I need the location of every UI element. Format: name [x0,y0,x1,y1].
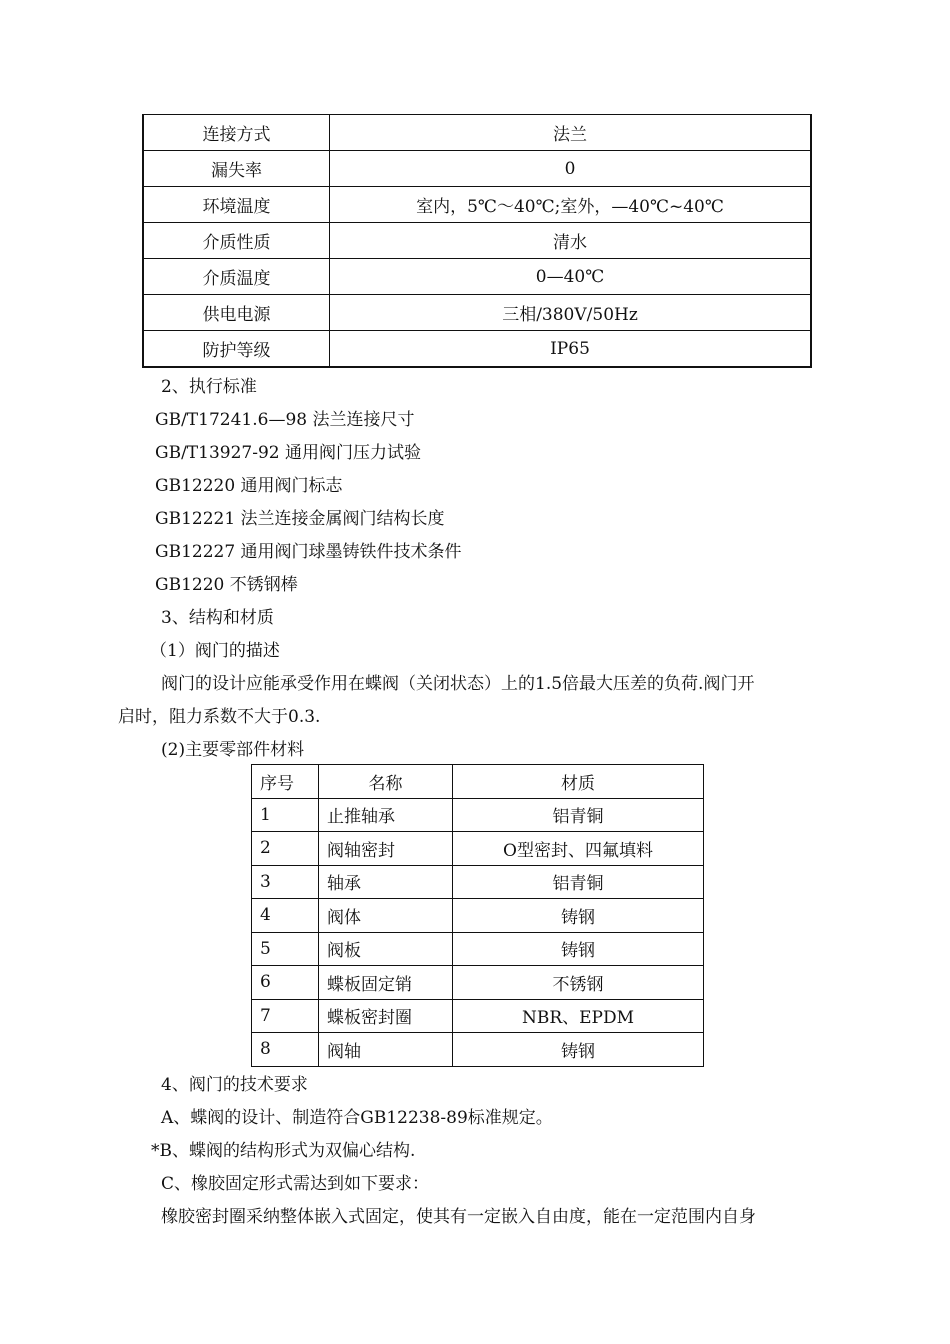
column-header: 名称 [319,765,453,799]
spec-value: IP65 [330,331,812,368]
row-number: 1 [252,798,319,832]
requirement-b: *B、蝶阀的结构形式为双偏心结构. [151,1141,416,1161]
part-name: 阀体 [319,899,453,933]
paragraph-line: 阀门的设计应能承受作用在蝶阀（关闭状态）上的1.5倍最大压差的负荷.阀门开 [161,674,755,694]
table-row [252,1033,704,1067]
part-material: NBR、EPDM [453,999,704,1033]
table-row [143,295,811,331]
spec-table [142,114,812,368]
spec-value: 0—40℃ [330,259,812,295]
spec-key: 连接方式 [143,115,330,151]
spec-value: 清水 [330,223,812,259]
table-row [252,966,704,1000]
table-header-row [252,765,704,799]
table-row [252,832,704,866]
table-row [252,865,704,899]
part-material: 不锈钢 [453,966,704,1000]
spec-key: 供电电源 [143,295,330,331]
table-row [252,999,704,1033]
spec-value: 三相/380V/50Hz [330,295,812,331]
part-material: 铝青铜 [453,865,704,899]
part-material: 铸钢 [453,899,704,933]
part-material: 铝青铜 [453,798,704,832]
section-3-heading: 3、结构和材质 [161,608,274,628]
part-name: 阀轴密封 [319,832,453,866]
spec-value: 0 [330,151,812,187]
spec-value: 室内，5℃～40℃;室外，—40℃~40℃ [330,187,812,223]
section-4-heading: 4、阀门的技术要求 [161,1075,308,1095]
row-number: 3 [252,865,319,899]
part-material: O型密封、四氟填料 [453,832,704,866]
table-row [252,932,704,966]
part-material: 铸钢 [453,932,704,966]
table-row [252,899,704,933]
row-number: 8 [252,1033,319,1067]
requirement-a: A、蝶阀的设计、制造符合GB12238-89标准规定。 [161,1108,553,1128]
subsection-heading: （1）阀门的描述 [150,641,280,661]
materials-table [251,764,704,1067]
standard-item: GB/T13927-92 通用阀门压力试验 [155,443,421,463]
paragraph-line: 启时，阻力系数不大于0.3. [118,707,321,727]
part-material: 铸钢 [453,1033,704,1067]
table-row [143,259,811,295]
row-number: 2 [252,832,319,866]
part-name: 蝶板固定销 [319,966,453,1000]
table-row [252,798,704,832]
part-name: 蝶板密封圈 [319,999,453,1033]
standard-item: GB1220 不锈钢棒 [155,575,298,595]
section-2-heading: 2、执行标准 [161,377,257,397]
standard-item: GB12221 法兰连接金属阀门结构长度 [155,509,445,529]
spec-key: 环境温度 [143,187,330,223]
table-row [143,187,811,223]
table-row [143,115,811,151]
part-name: 轴承 [319,865,453,899]
standard-item: GB12227 通用阀门球墨铸铁件技术条件 [155,542,462,562]
table-row [143,331,811,368]
spec-key: 漏失率 [143,151,330,187]
subsection-heading: (2)主要零部件材料 [161,740,305,760]
spec-key: 介质性质 [143,223,330,259]
part-name: 止推轴承 [319,798,453,832]
standard-item: GB12220 通用阀门标志 [155,476,343,496]
standard-item: GB/T17241.6—98 法兰连接尺寸 [155,410,415,430]
spec-key: 介质温度 [143,259,330,295]
column-header: 序号 [252,765,319,799]
table-row [143,223,811,259]
part-name: 阀板 [319,932,453,966]
column-header: 材质 [453,765,704,799]
table-row [143,151,811,187]
requirement-c: C、橡胶固定形式需达到如下要求： [161,1174,430,1194]
row-number: 6 [252,966,319,1000]
row-number: 7 [252,999,319,1033]
row-number: 4 [252,899,319,933]
spec-value: 法兰 [330,115,812,151]
spec-key: 防护等级 [143,331,330,368]
paragraph-line: 橡胶密封圈采纳整体嵌入式固定，使其有一定嵌入自由度，能在一定范围内自身 [161,1207,756,1227]
part-name: 阀轴 [319,1033,453,1067]
row-number: 5 [252,932,319,966]
